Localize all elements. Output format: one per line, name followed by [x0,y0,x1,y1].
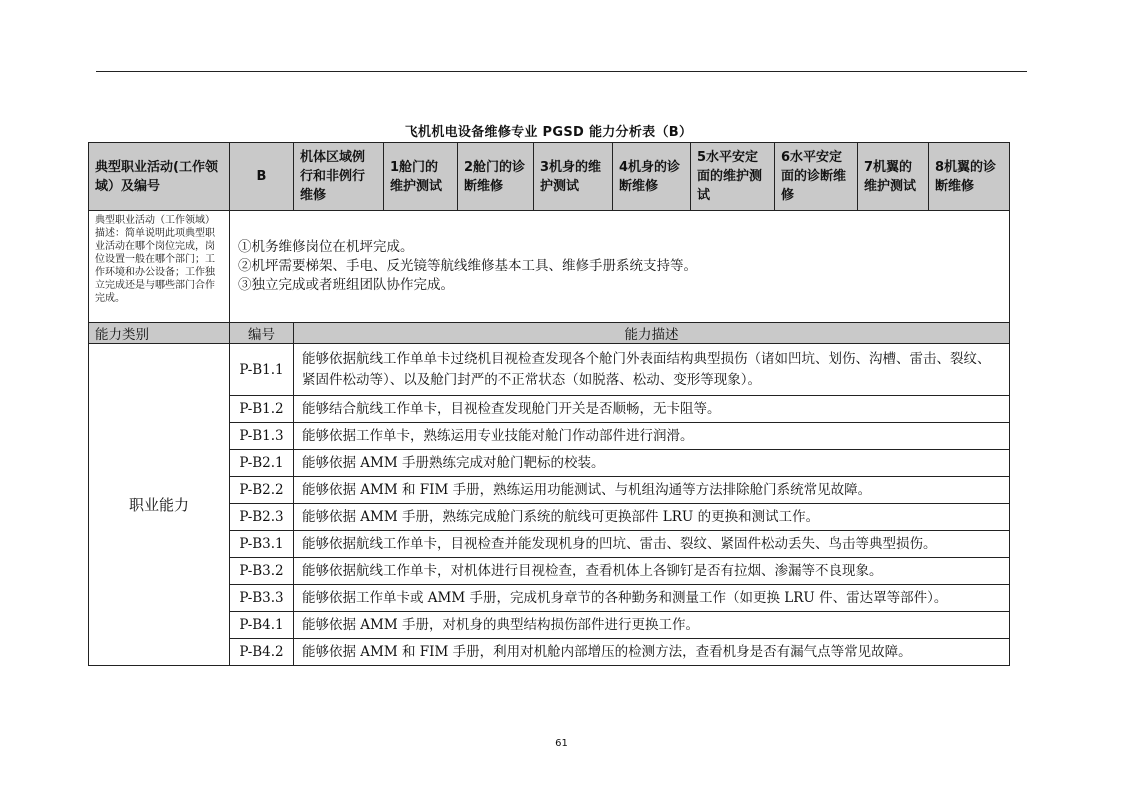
description-content [230,211,1010,323]
ability-code: P-B3.3 [230,585,294,612]
ability-code: P-B3.1 [230,531,294,558]
description-label: 典型职业活动（工作领域）描述：简单说明此项典型职业活动在哪个岗位完成，岗位设置一般在哪个部门；工作环境和办公设备；工作独立完成还是与哪些部门合作完成。 [89,211,230,323]
ability-description: 能够依据 AMM 和 FIM 手册，熟练运用功能测试、与机组沟通等方法排除舱门系统常见故障。 [294,477,1010,504]
header-col-2: 2舱门的诊断维修 [458,143,534,211]
ability-code: P-B2.3 [230,504,294,531]
subheader-category: 能力类别 [89,323,230,344]
ability-code: P-B1.2 [230,396,294,423]
ability-description: 能够依据航线工作单单卡过绕机目视检查发现各个舱门外表面结构典型损伤（诸如凹坑、划伤、沟槽、雷击、裂纹、紧固件松动等）、以及舱门封严的不正常状态（如脱落、松动、变形等现象）。 [294,344,1010,396]
ability-description: 能够依据航线工作单卡，目视检查并能发现机身的凹坑、雷击、裂纹、紧固件松动丢失、鸟击等典型损伤。 [294,531,1010,558]
description-line: ②机坪需要梯架、手电、反光镜等航线维修基本工具、维修手册系统支持等。 [238,258,697,274]
page-number: 61 [555,738,568,749]
ability-code: P-B2.2 [230,477,294,504]
ability-description: 能够依据 AMM 手册熟练完成对舱门靶标的校装。 [294,450,1010,477]
ability-code: P-B1.3 [230,423,294,450]
table-header-row [89,143,1010,211]
header-col-3: 3机身的维护测试 [534,143,613,211]
ability-description: 能够依据工作单卡或 AMM 手册，完成机身章节的各种勤务和测量工作（如更换 LRU 件、雷达罩等部件）。 [294,585,1010,612]
description-row [89,211,1010,323]
activity-code-cell: B [230,143,294,211]
ability-code: P-B2.1 [230,450,294,477]
subheader-code: 编号 [230,323,294,344]
header-col-5: 5水平安定面的维护测试 [691,143,775,211]
activity-header-cell: 典型职业活动(工作领域）及编号 [89,143,230,211]
description-line: ①机务维修岗位在机坪完成。 [238,239,414,255]
subheader-row [89,323,1010,344]
ability-description: 能够依据 AMM 手册，熟练完成舱门系统的航线可更换部件 LRU 的更换和测试工作。 [294,504,1010,531]
ability-description: 能够结合航线工作单卡，目视检查发现舱门开关是否顺畅，无卡阻等。 [294,396,1010,423]
header-col-1: 1舱门的维护测试 [384,143,458,211]
category-cell: 职业能力 [89,344,230,666]
ability-code: P-B4.2 [230,639,294,666]
ability-code: P-B4.1 [230,612,294,639]
table-row [89,344,1010,396]
header-col-0: 机体区域例行和非例行维修 [294,143,384,211]
header-col-6: 6水平安定面的诊断维修 [775,143,858,211]
page-title: 飞机机电设备维修专业 PGSD 能力分析表（B） [404,125,693,140]
header-col-4: 4机身的诊断维修 [613,143,691,211]
ability-description: 能够依据 AMM 手册，对机身的典型结构损伤部件进行更换工作。 [294,612,1010,639]
pgsd-ability-table [88,142,1010,666]
header-col-7: 7机翼的维护测试 [858,143,929,211]
description-line: ③独立完成或者班组团队协作完成。 [238,277,454,293]
subheader-description: 能力描述 [294,323,1010,344]
ability-description: 能够依据 AMM 和 FIM 手册，利用对机舱内部增压的检测方法，查看机身是否有漏气点等常见故障。 [294,639,1010,666]
ability-code: P-B3.2 [230,558,294,585]
header-col-8: 8机翼的诊断维修 [929,143,1010,211]
ability-code: P-B1.1 [230,344,294,396]
ability-description: 能够依据工作单卡，熟练运用专业技能对舱门作动部件进行润滑。 [294,423,1010,450]
header-rule [96,71,1027,72]
ability-description: 能够依据航线工作单卡，对机体进行目视检查，查看机体上各铆钉是否有拉烟、渗漏等不良现象。 [294,558,1010,585]
